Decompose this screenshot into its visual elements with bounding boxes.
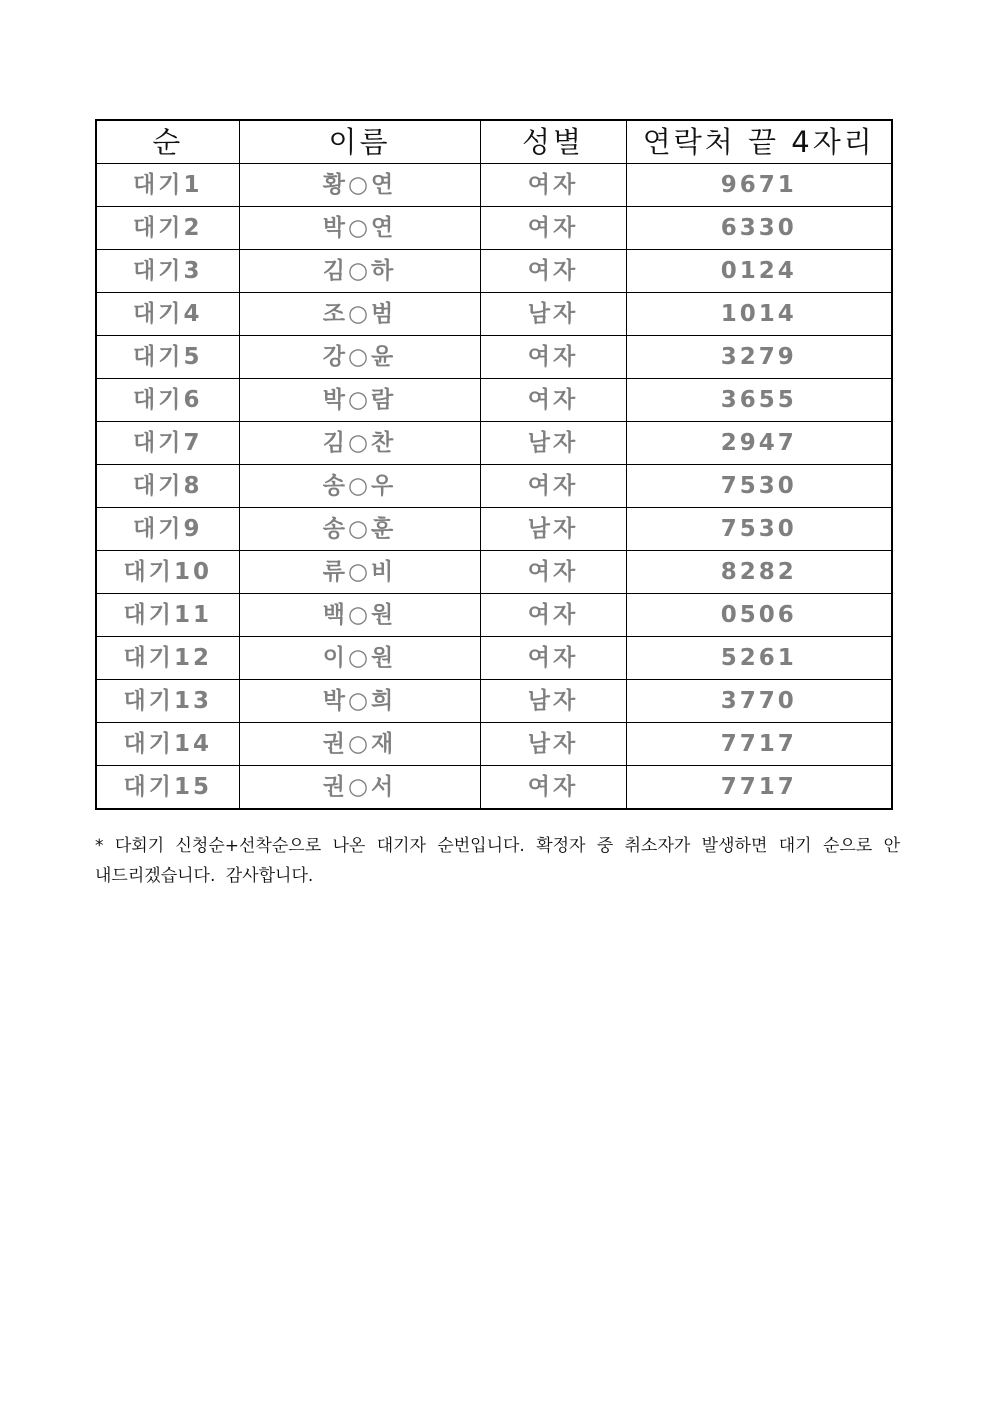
table-row <box>96 594 892 637</box>
footnote-text: * 다회기 신청순+선착순으로 나온 대기자 순번입니다. 확정자 중 취소자가 발생하면 대기 순으로 안내드리겠습니다. 감사합니다. <box>95 836 900 886</box>
cell-gender: 여자 <box>480 336 626 379</box>
cell-name: 강○윤 <box>239 336 480 379</box>
cell-order: 대기14 <box>96 723 239 766</box>
cell-order: 대기8 <box>96 465 239 508</box>
cell-contact: 7530 <box>626 465 892 508</box>
cell-order: 대기3 <box>96 250 239 293</box>
table-row <box>96 250 892 293</box>
cell-order: 대기12 <box>96 637 239 680</box>
table-row <box>96 207 892 250</box>
table-row <box>96 551 892 594</box>
cell-contact: 3279 <box>626 336 892 379</box>
cell-name: 송○우 <box>239 465 480 508</box>
table-row <box>96 637 892 680</box>
cell-gender: 여자 <box>480 594 626 637</box>
table-row <box>96 766 892 810</box>
cell-name: 김○하 <box>239 250 480 293</box>
cell-gender: 여자 <box>480 379 626 422</box>
cell-gender: 여자 <box>480 637 626 680</box>
cell-order: 대기7 <box>96 422 239 465</box>
cell-name: 박○희 <box>239 680 480 723</box>
table-row <box>96 723 892 766</box>
header-gender: 성별 <box>480 120 626 164</box>
cell-name: 송○훈 <box>239 508 480 551</box>
cell-contact: 0506 <box>626 594 892 637</box>
cell-name: 박○연 <box>239 207 480 250</box>
cell-gender: 여자 <box>480 207 626 250</box>
cell-order: 대기11 <box>96 594 239 637</box>
cell-contact: 1014 <box>626 293 892 336</box>
table-row <box>96 336 892 379</box>
waitlist-table <box>95 119 893 810</box>
table-row <box>96 164 892 207</box>
cell-name: 권○재 <box>239 723 480 766</box>
cell-order: 대기10 <box>96 551 239 594</box>
cell-contact: 6330 <box>626 207 892 250</box>
cell-name: 황○연 <box>239 164 480 207</box>
cell-order: 대기9 <box>96 508 239 551</box>
cell-contact: 7530 <box>626 508 892 551</box>
cell-name: 김○찬 <box>239 422 480 465</box>
cell-name: 이○원 <box>239 637 480 680</box>
table-row <box>96 379 892 422</box>
cell-order: 대기15 <box>96 766 239 810</box>
cell-name: 박○람 <box>239 379 480 422</box>
cell-name: 백○원 <box>239 594 480 637</box>
cell-order: 대기4 <box>96 293 239 336</box>
cell-gender: 여자 <box>480 766 626 810</box>
cell-gender: 여자 <box>480 551 626 594</box>
cell-contact: 5261 <box>626 637 892 680</box>
cell-contact: 7717 <box>626 723 892 766</box>
cell-contact: 8282 <box>626 551 892 594</box>
cell-contact: 7717 <box>626 766 892 810</box>
cell-contact: 3770 <box>626 680 892 723</box>
cell-gender: 남자 <box>480 680 626 723</box>
cell-gender: 남자 <box>480 422 626 465</box>
cell-order: 대기1 <box>96 164 239 207</box>
cell-order: 대기6 <box>96 379 239 422</box>
table-row <box>96 680 892 723</box>
cell-name: 조○범 <box>239 293 480 336</box>
header-contact: 연락처 끝 4자리 <box>626 120 892 164</box>
cell-name: 류○비 <box>239 551 480 594</box>
cell-contact: 2947 <box>626 422 892 465</box>
cell-order: 대기2 <box>96 207 239 250</box>
cell-gender: 남자 <box>480 293 626 336</box>
cell-gender: 여자 <box>480 250 626 293</box>
cell-order: 대기5 <box>96 336 239 379</box>
table-row <box>96 293 892 336</box>
header-order: 순 <box>96 120 239 164</box>
cell-contact: 0124 <box>626 250 892 293</box>
cell-gender: 남자 <box>480 508 626 551</box>
table-row <box>96 465 892 508</box>
cell-gender: 여자 <box>480 164 626 207</box>
cell-gender: 여자 <box>480 465 626 508</box>
table-row <box>96 508 892 551</box>
cell-contact: 9671 <box>626 164 892 207</box>
cell-gender: 남자 <box>480 723 626 766</box>
table-header-row <box>96 120 892 164</box>
cell-contact: 3655 <box>626 379 892 422</box>
cell-order: 대기13 <box>96 680 239 723</box>
cell-name: 권○서 <box>239 766 480 810</box>
table-row <box>96 422 892 465</box>
header-name: 이름 <box>239 120 480 164</box>
